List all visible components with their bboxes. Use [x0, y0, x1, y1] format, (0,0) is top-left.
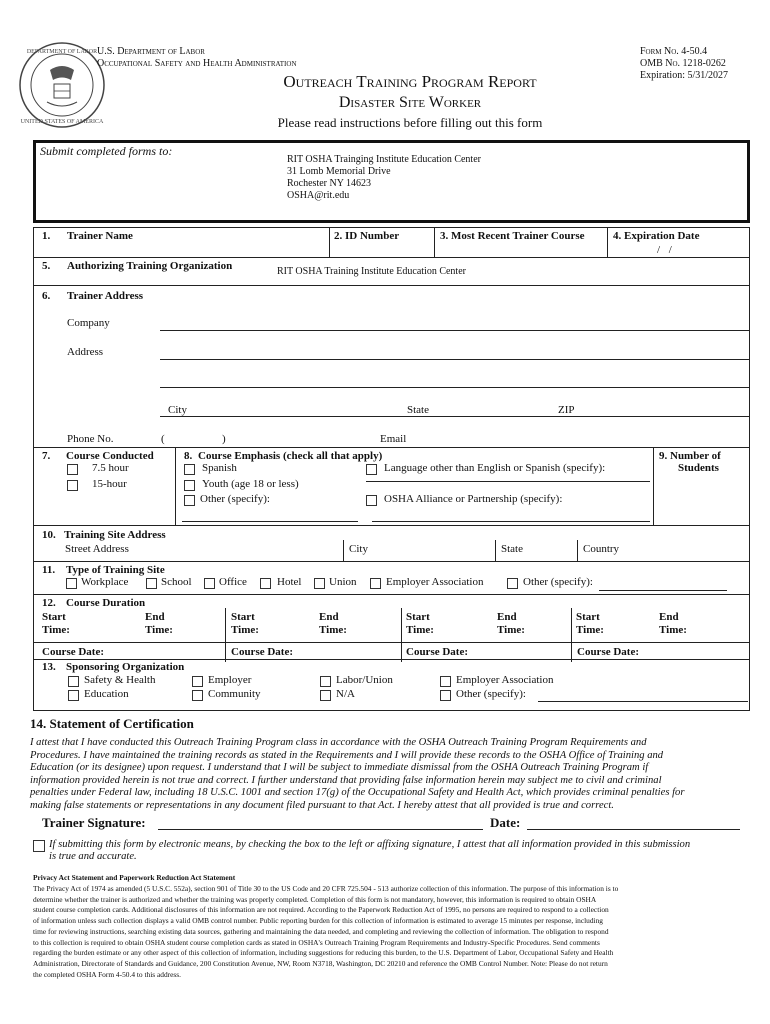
alliance-field[interactable] — [372, 521, 650, 522]
country-label: Country — [583, 543, 620, 555]
start-time-1: Start Time: — [42, 611, 70, 636]
instructions-note: Please read instructions before filling out this form — [277, 115, 543, 130]
community-label: Community — [208, 688, 261, 700]
omb-number: OMB No. 1218-0262 — [640, 58, 726, 69]
street-label: Street Address — [65, 543, 129, 555]
site-type-label: Type of Training Site — [66, 564, 165, 576]
state-label: State — [407, 404, 429, 416]
hours-15-checkbox[interactable] — [67, 480, 78, 491]
sponsor-label: Sponsoring Organization — [66, 661, 185, 673]
zip-label: ZIP — [558, 404, 575, 416]
num-students-label: 9. Number of — [659, 450, 721, 462]
hours-15-label: 15-hour — [92, 478, 127, 490]
employer-label: Employer — [208, 674, 252, 686]
end-time-3: End Time: — [497, 611, 525, 636]
safety-health-checkbox[interactable] — [68, 676, 79, 687]
dept-name: U.S. Department of Labor — [97, 46, 205, 57]
labor-union-checkbox[interactable] — [320, 676, 331, 687]
hours-7-5-label: 7.5 hour — [92, 462, 129, 474]
phone-label: Phone No. — [67, 433, 114, 445]
address-field-2[interactable] — [160, 387, 750, 388]
workplace-checkbox[interactable] — [66, 578, 77, 589]
signature-label: Trainer Signature: — [42, 815, 146, 830]
workplace-label: Workplace — [81, 576, 129, 588]
education-label: Education — [84, 688, 129, 700]
email-label: Email — [380, 433, 407, 445]
company-label: Company — [67, 317, 110, 329]
youth-checkbox[interactable] — [184, 480, 195, 491]
other-emphasis-field[interactable] — [182, 521, 358, 522]
certification-heading: 14. Statement of Certification — [30, 716, 194, 731]
date-label: Date: — [490, 815, 521, 830]
start-time-4: Start Time: — [576, 611, 604, 636]
svg-text:UNITED STATES OF AMERICA: UNITED STATES OF AMERICA — [20, 119, 104, 125]
community-checkbox[interactable] — [192, 690, 203, 701]
school-label: School — [161, 576, 192, 588]
certification-statement: I attest that I have conducted this Outreach Training Program class in accordance with the OSHA Outreach Training Program Requirements and Procedures. I have maintained the training records as stated in the Requirements and I will provide these records to the OSHA Office of Training and Education (or its designee) upon request. I understand that I will be subject to immediate dismissal from the OSHA Outreach Training Program if information provided herein is not true and correct. I further understand that providing false information herein may subject me to civil and criminal penalties under Federal law, including 18 U.S.C. 1001 and section 17(g) of the Occupational Safety and Health Act, which provides criminal penalties for making false statements or representations in any document filed pursuant to that Act. I hereby attest that all provided is true and correct. — [30, 737, 685, 811]
start-time-3: Start Time: — [406, 611, 434, 636]
na-label: N/A — [336, 688, 355, 700]
address-field-1[interactable] — [160, 359, 750, 360]
city-state-zip-field[interactable] — [160, 416, 750, 417]
submit-address: RIT OSHA Trainging Institute Education Center 31 Lomb Memorial Drive Rochester NY 14623 OSHA@rit.edu — [287, 154, 481, 201]
hotel-checkbox[interactable] — [260, 578, 271, 589]
auth-org-label: Authorizing Training Organization — [67, 260, 233, 272]
company-field[interactable] — [160, 330, 750, 331]
employer-checkbox[interactable] — [192, 676, 203, 687]
trainer-course-label: 3. Most Recent Trainer Course — [440, 230, 585, 242]
employer-assoc-label: Employer Association — [386, 576, 484, 588]
spanish-label: Spanish — [202, 462, 237, 474]
privacy-statement: The Privacy Act of 1974 as amended (5 U.S.C. 552a), section 901 of Title 30 to the US Code and 20 CFR 725.504 - 513 authorize collection of this information. The purpose of this information is to determine whether the trainer is authorized and whether the training was properly completed. Completion of this form is not mandatory, however, this information is required to obtain OSHA student course completion cards. Additional disclosures of this information are not required. According to the Paperwork Reduction Act of 1995, no persons are required to respond to a collection of information unless such collection displays a valid OMB control number. Public reporting burden for this collection of information is estimated to average 15 minutes per response, including time for reviewing instructions, searching existing data sources, gathering and maintaining the data needed, and completing and reviewing the collection of information. The obligation to respond to this collection is required to obtain OSHA student course completion cards as stated in OSHA's Outreach Training Program Requirements and Industry-Specific Procedures. Send comments regarding the burden estimate or any other aspect of this collection of information, including suggestions for reducing this burden, to the U.S. Department of Labor, Occupational Safety and Health Administration, Directorate of Standards and Guidance, 200 Constitution Avenue, NW, Room N3718, Washington, DC 20210 and reference the OMB Control Number. Note: Please do not return the completed OSHA Form 4-50.4 to this address. — [33, 884, 619, 979]
training-site-label: Training Site Address — [64, 529, 166, 541]
site-state-label: State — [501, 543, 523, 555]
date-field[interactable] — [527, 829, 740, 830]
office-label: Office — [219, 576, 247, 588]
youth-label: Youth (age 18 or less) — [202, 478, 299, 490]
end-time-1: End Time: — [145, 611, 173, 636]
union-label: Union — [329, 576, 357, 588]
other-site-label: Other (specify): — [523, 576, 593, 588]
privacy-heading: Privacy Act Statement and Paperwork Reduction Act Statement — [33, 873, 236, 882]
start-time-2: Start Time: — [231, 611, 259, 636]
other-emphasis-checkbox[interactable] — [184, 495, 195, 506]
course-conducted-label: Course Conducted — [66, 450, 154, 462]
na-checkbox[interactable] — [320, 690, 331, 701]
course-emphasis-label: Course Emphasis (check all that apply) — [198, 450, 383, 462]
expiration-label: 4. Expiration Date — [613, 230, 700, 242]
expiration-date-field[interactable]: / / — [657, 244, 672, 256]
signature-field[interactable] — [158, 829, 483, 830]
office-checkbox[interactable] — [204, 578, 215, 589]
education-checkbox[interactable] — [68, 690, 79, 701]
electronic-attest-checkbox[interactable] — [33, 840, 45, 852]
form-title: Outreach Training Program Report — [283, 72, 537, 91]
form-number: Form No. 4-50.4 — [640, 46, 708, 57]
auth-org-value[interactable]: RIT OSHA Training Institute Education Center — [277, 266, 466, 277]
labor-union-label: Labor/Union — [336, 674, 393, 686]
trainer-name-label: Trainer Name — [67, 230, 133, 242]
sponsor-employer-assoc-checkbox[interactable] — [440, 676, 451, 687]
course-duration-label: Course Duration — [66, 597, 146, 609]
other-site-checkbox[interactable] — [507, 578, 518, 589]
other-emphasis-label: Other (specify): — [200, 493, 270, 505]
site-city-label: City — [349, 543, 368, 555]
other-site-field[interactable] — [599, 590, 727, 591]
sponsor-other-checkbox[interactable] — [440, 690, 451, 701]
course-date-4: Course Date: — [577, 646, 640, 658]
sponsor-employer-assoc-label: Employer Association — [456, 674, 554, 686]
expiration-date: Expiration: 5/31/2027 — [640, 70, 729, 81]
sponsor-other-field[interactable] — [538, 701, 748, 702]
end-time-2: End Time: — [319, 611, 347, 636]
submit-label: Submit completed forms to: — [40, 144, 173, 158]
language-other-checkbox[interactable] — [366, 464, 377, 475]
spanish-checkbox[interactable] — [184, 464, 195, 475]
agency-name: Occupational Safety and Health Administration — [97, 58, 297, 69]
school-checkbox[interactable] — [146, 578, 157, 589]
alliance-label: OSHA Alliance or Partnership (specify): — [384, 493, 563, 505]
safety-health-label: Safety & Health — [84, 674, 156, 686]
trainer-address-label: Trainer Address — [67, 290, 144, 302]
end-time-4: End Time: — [659, 611, 687, 636]
course-date-1: Course Date: — [42, 646, 105, 658]
language-other-field[interactable] — [366, 481, 650, 482]
hours-7-5-checkbox[interactable] — [67, 464, 78, 475]
language-other-label: Language other than English or Spanish (specify): — [384, 462, 606, 474]
address-label: Address — [67, 346, 104, 358]
course-date-2: Course Date: — [231, 646, 294, 658]
svg-text:DEPARTMENT OF LABOR: DEPARTMENT OF LABOR — [26, 49, 98, 55]
id-number-label: 2. ID Number — [334, 230, 400, 242]
electronic-attest-text: If submitting this form by electronic means, by checking the box to the left or affixing signature, I attest that all information provided in this submission is true and accurate. — [49, 839, 691, 862]
course-date-3: Course Date: — [406, 646, 469, 658]
form-subtitle: Disaster Site Worker — [338, 94, 482, 111]
alliance-checkbox[interactable] — [366, 495, 377, 506]
sponsor-other-label: Other (specify): — [456, 688, 526, 700]
employer-assoc-checkbox[interactable] — [370, 578, 381, 589]
hotel-label: Hotel — [277, 576, 302, 588]
city-label: City — [168, 404, 187, 416]
union-checkbox[interactable] — [314, 578, 325, 589]
